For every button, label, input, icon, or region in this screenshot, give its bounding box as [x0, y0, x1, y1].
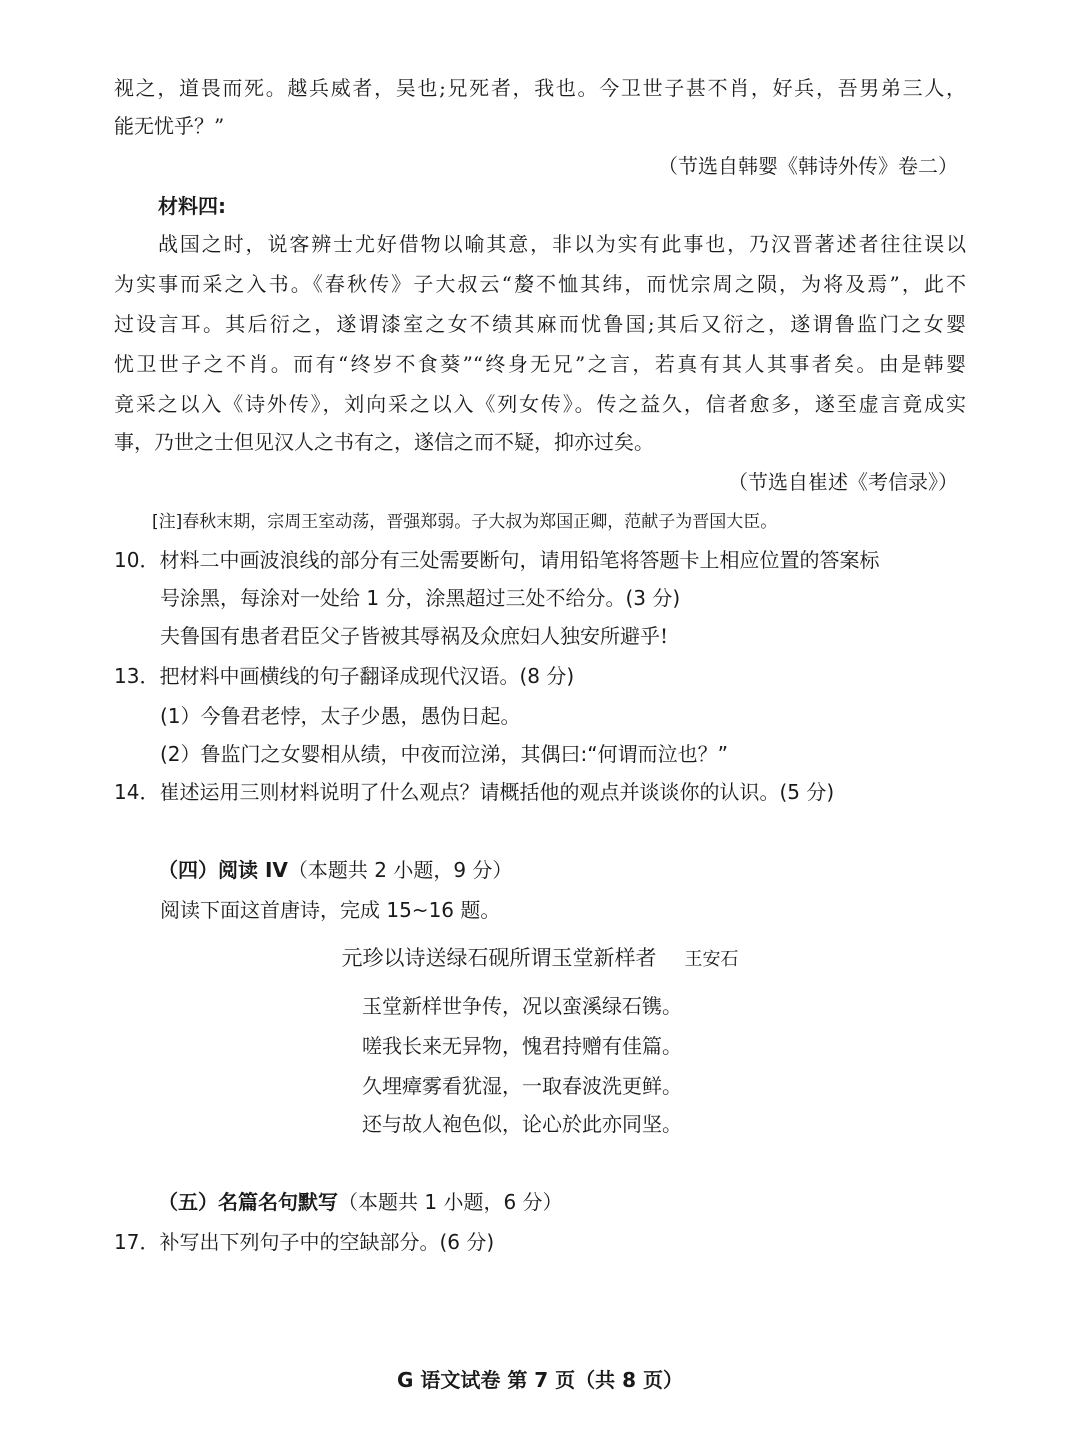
- section5-title-rest: （本题共 1 小题，6 分）: [338, 1190, 563, 1214]
- q10-line-1: 10．材料二中画波浪线的部分有三处需要断句，请用铅笔将答题卡上相应位置的答案标: [114, 548, 880, 572]
- page-footer: G 语文试卷 第 7 页（共 8 页）: [396, 1368, 684, 1392]
- poem-author: 王安石: [684, 949, 739, 970]
- material4-line-6: 事，乃世之士但见汉人之书有之，遂信之而不疑，抑亦过矣。: [114, 430, 654, 454]
- q10-text: 夫鲁国有患者君臣父子皆被其辱祸及众庶妇人独安所避乎!: [160, 624, 669, 648]
- q17-line: 17．补写出下列句子中的空缺部分。(6 分): [114, 1230, 495, 1254]
- q13-line-1: 13．把材料中画横线的句子翻译成现代汉语。(8 分): [114, 664, 575, 688]
- poem-title: 元珍以诗送绿石砚所谓玉堂新样者: [341, 946, 657, 970]
- poem-line-3: 久埋瘴雾看犹湿，一取春波洗更鲜。: [362, 1074, 682, 1098]
- q10-line-2: 号涂黑，每涂对一处给 1 分，涂黑超过三处不给分。(3 分): [160, 586, 681, 610]
- q13-item-2: (2）鲁监门之女婴相从绩，中夜而泣涕，其偶曰:“何谓而泣也？”: [160, 742, 728, 766]
- material3-source: （节选自韩婴《韩诗外传》卷二）: [658, 154, 958, 178]
- material4-line-5: 竟采之以入《诗外传》，刘向采之以入《列女传》。传之益久，信者愈多，遂至虚言竟成实: [114, 392, 966, 416]
- material3-line-2: 能无忧乎？”: [114, 114, 225, 138]
- material4-source: （节选自崔述《考信录》）: [728, 470, 958, 494]
- q14-line-1: 14．崔述运用三则材料说明了什么观点？请概括他的观点并谈谈你的认识。(5 分): [114, 780, 835, 804]
- poem-line-2: 嗟我长来无异物，愧君持赠有佳篇。: [362, 1034, 682, 1058]
- material4-note: [注]春秋末期，宗周王室动荡，晋强郑弱。子大叔为郑国正卿，范献子为晋国大臣。: [152, 512, 778, 532]
- material4-line-1: 战国之时，说客辨士尤好借物以喻其意，非以为实有此事也，乃汉晋著述者往往误以: [158, 232, 966, 256]
- poem-line-1: 玉堂新样世争传，况以蛮溪绿石镌。: [362, 994, 682, 1018]
- material4-line-2: 为实事而采之入书。《春秋传》子大叔云“嫠不恤其纬，而忧宗周之陨，为将及焉”，此不: [114, 272, 966, 296]
- section5-title-bold: （五）名篇名句默写: [158, 1190, 338, 1214]
- section4-title: [158, 856, 512, 884]
- material4-line-3: 过设言耳。其后衍之，遂谓漆室之女不绩其麻而忧鲁国;其后又衍之，遂谓鲁监门之女婴: [114, 312, 966, 336]
- q13-item-1: (1）今鲁君老悖，太子少愚，愚伪日起。: [160, 704, 521, 728]
- section4-title-bold: （四）阅读 IV: [158, 858, 288, 882]
- poem-line-4: 还与故人袍色似，论心於此亦同坚。: [362, 1112, 682, 1136]
- poem-title-line: [0, 944, 1080, 974]
- section4-intro: 阅读下面这首唐诗，完成 15~16 题。: [160, 898, 501, 922]
- section4-title-rest: （本题共 2 小题，9 分）: [287, 858, 513, 882]
- material3-line-1: 视之，道畏而死。越兵威者，吴也;兄死者，我也。今卫世子甚不肖，好兵，吾男弟三人，: [114, 76, 966, 100]
- material4-line-4: 忧卫世子之不肖。而有“终岁不食葵”“终身无兄”之言，若真有其人其事者矣。由是韩婴: [114, 352, 966, 376]
- section5-title: [158, 1188, 563, 1216]
- material4-heading: 材料四:: [158, 194, 226, 218]
